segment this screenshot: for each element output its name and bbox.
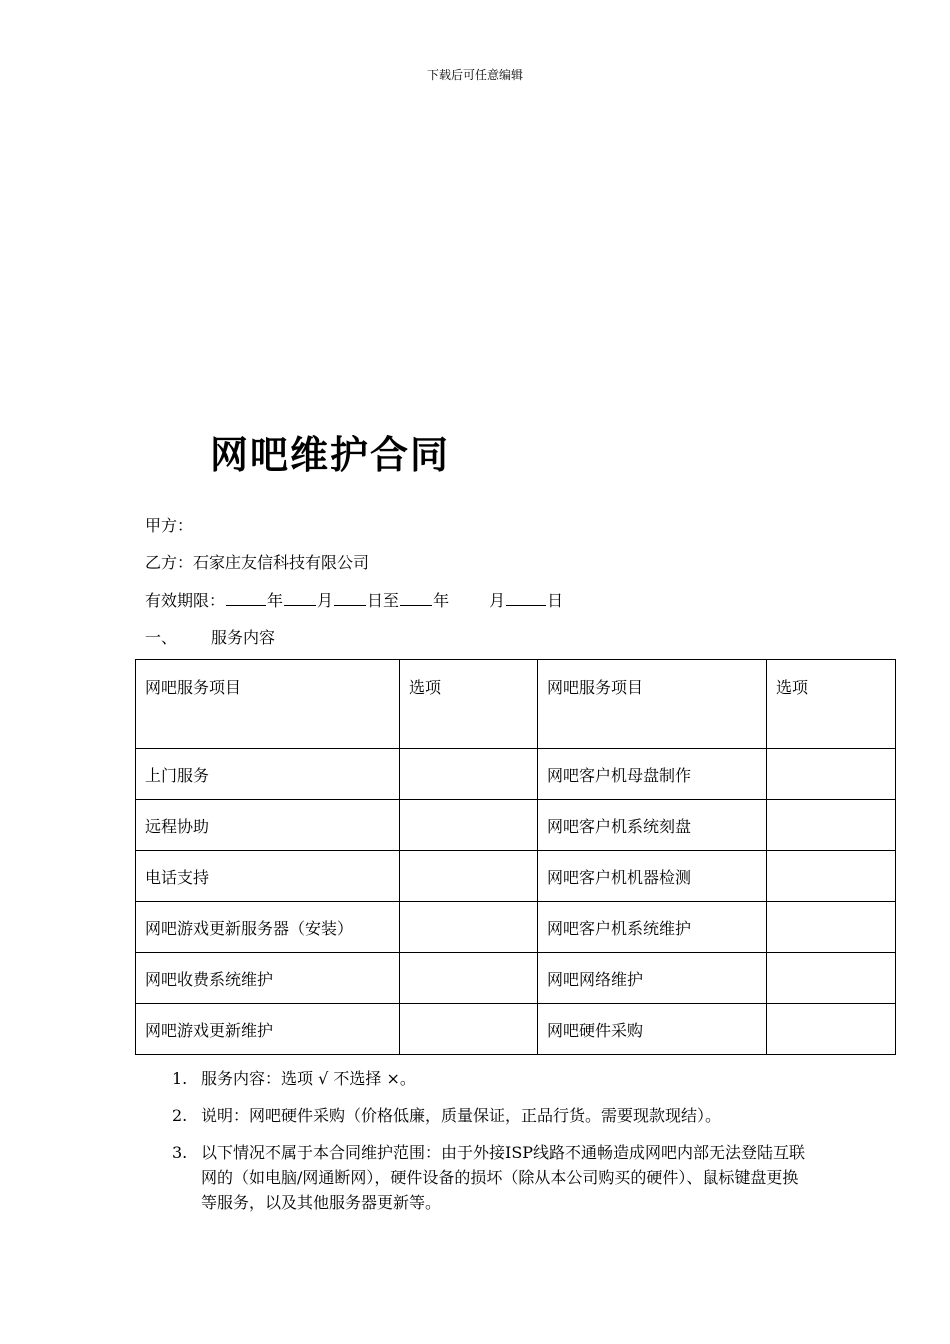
service-item-right: 网吧客户机系统刻盘 bbox=[538, 800, 767, 851]
note-number: 2. bbox=[172, 1106, 188, 1125]
party-b-label: 乙方： bbox=[145, 553, 194, 572]
note-number: 3. bbox=[172, 1143, 188, 1162]
blank-day-end bbox=[506, 589, 546, 606]
header-service-item: 网吧服务项目 bbox=[136, 660, 400, 749]
note-text: 以下情况不属于本合同维护范围：由于外接ISP线路不通畅造成网吧内部无法登陆互联网的（如电脑/网通断网），硬件设备的损坏（除从本公司购买的硬件）、鼠标键盘更换等服务，以及其他服务器更新等。 bbox=[201, 1143, 806, 1212]
party-a-label: 甲方： bbox=[145, 516, 194, 535]
month-label-2: 月 bbox=[489, 591, 506, 610]
note-number: 1. bbox=[172, 1069, 188, 1088]
notes-list bbox=[172, 1066, 812, 1227]
table-row bbox=[136, 953, 896, 1004]
blank-year-end bbox=[400, 589, 432, 606]
service-item-left: 上门服务 bbox=[136, 749, 400, 800]
blank-month-start bbox=[284, 589, 316, 606]
service-item-left: 网吧收费系统维护 bbox=[136, 953, 400, 1004]
table-row bbox=[136, 902, 896, 953]
table-row bbox=[136, 851, 896, 902]
service-item-right: 网吧客户机母盘制作 bbox=[538, 749, 767, 800]
header-option: 选项 bbox=[400, 660, 538, 749]
note-text: 服务内容：选项 √ 不选择 ×。 bbox=[201, 1069, 416, 1088]
option-cell-left bbox=[400, 749, 538, 800]
note-text: 说明：网吧硬件采购（价格低廉，质量保证，正品行货。需要现款现结）。 bbox=[201, 1106, 722, 1125]
header-option-2: 选项 bbox=[767, 660, 896, 749]
service-item-right: 网吧客户机机器检测 bbox=[538, 851, 767, 902]
section-heading bbox=[145, 625, 275, 648]
service-item-right: 网吧客户机系统维护 bbox=[538, 902, 767, 953]
service-item-left: 网吧游戏更新服务器（安装） bbox=[136, 902, 400, 953]
service-item-right: 网吧硬件采购 bbox=[538, 1004, 767, 1055]
day-label-2: 日 bbox=[547, 591, 564, 610]
option-cell-right bbox=[767, 902, 896, 953]
section-title: 服务内容 bbox=[211, 628, 276, 647]
validity-line bbox=[145, 588, 563, 611]
blank-year-start bbox=[226, 589, 266, 606]
header-service-item-2: 网吧服务项目 bbox=[538, 660, 767, 749]
option-cell-right bbox=[767, 800, 896, 851]
option-cell-left bbox=[400, 953, 538, 1004]
party-b-line bbox=[145, 550, 369, 573]
option-cell-left bbox=[400, 902, 538, 953]
page-header-note: 下载后可任意编辑 bbox=[426, 68, 523, 82]
table-header-row bbox=[136, 660, 896, 749]
year-label-1: 年 bbox=[267, 591, 284, 610]
service-item-left: 网吧游戏更新维护 bbox=[136, 1004, 400, 1055]
option-cell-right bbox=[767, 953, 896, 1004]
option-cell-right bbox=[767, 851, 896, 902]
list-item bbox=[172, 1103, 812, 1128]
service-item-left: 远程协助 bbox=[136, 800, 400, 851]
option-cell-left bbox=[400, 1004, 538, 1055]
option-cell-left bbox=[400, 851, 538, 902]
list-item bbox=[172, 1140, 812, 1215]
table-row bbox=[136, 1004, 896, 1055]
service-item-left: 电话支持 bbox=[136, 851, 400, 902]
option-cell-right bbox=[767, 749, 896, 800]
day-to-label: 日至 bbox=[367, 591, 400, 610]
month-label-1: 月 bbox=[317, 591, 334, 610]
validity-label: 有效期限： bbox=[145, 591, 226, 610]
year-label-2: 年 bbox=[433, 591, 450, 610]
service-item-right: 网吧网络维护 bbox=[538, 953, 767, 1004]
table-row bbox=[136, 749, 896, 800]
party-a-line bbox=[145, 513, 193, 536]
service-table bbox=[135, 659, 896, 1055]
option-cell-right bbox=[767, 1004, 896, 1055]
party-b-value: 石家庄友信科技有限公司 bbox=[193, 553, 370, 572]
list-item bbox=[172, 1066, 812, 1091]
table-row bbox=[136, 800, 896, 851]
contract-title: 网吧维护合同 bbox=[210, 433, 451, 477]
option-cell-left bbox=[400, 800, 538, 851]
section-number: 一、 bbox=[145, 628, 178, 647]
blank-day-start bbox=[334, 589, 366, 606]
